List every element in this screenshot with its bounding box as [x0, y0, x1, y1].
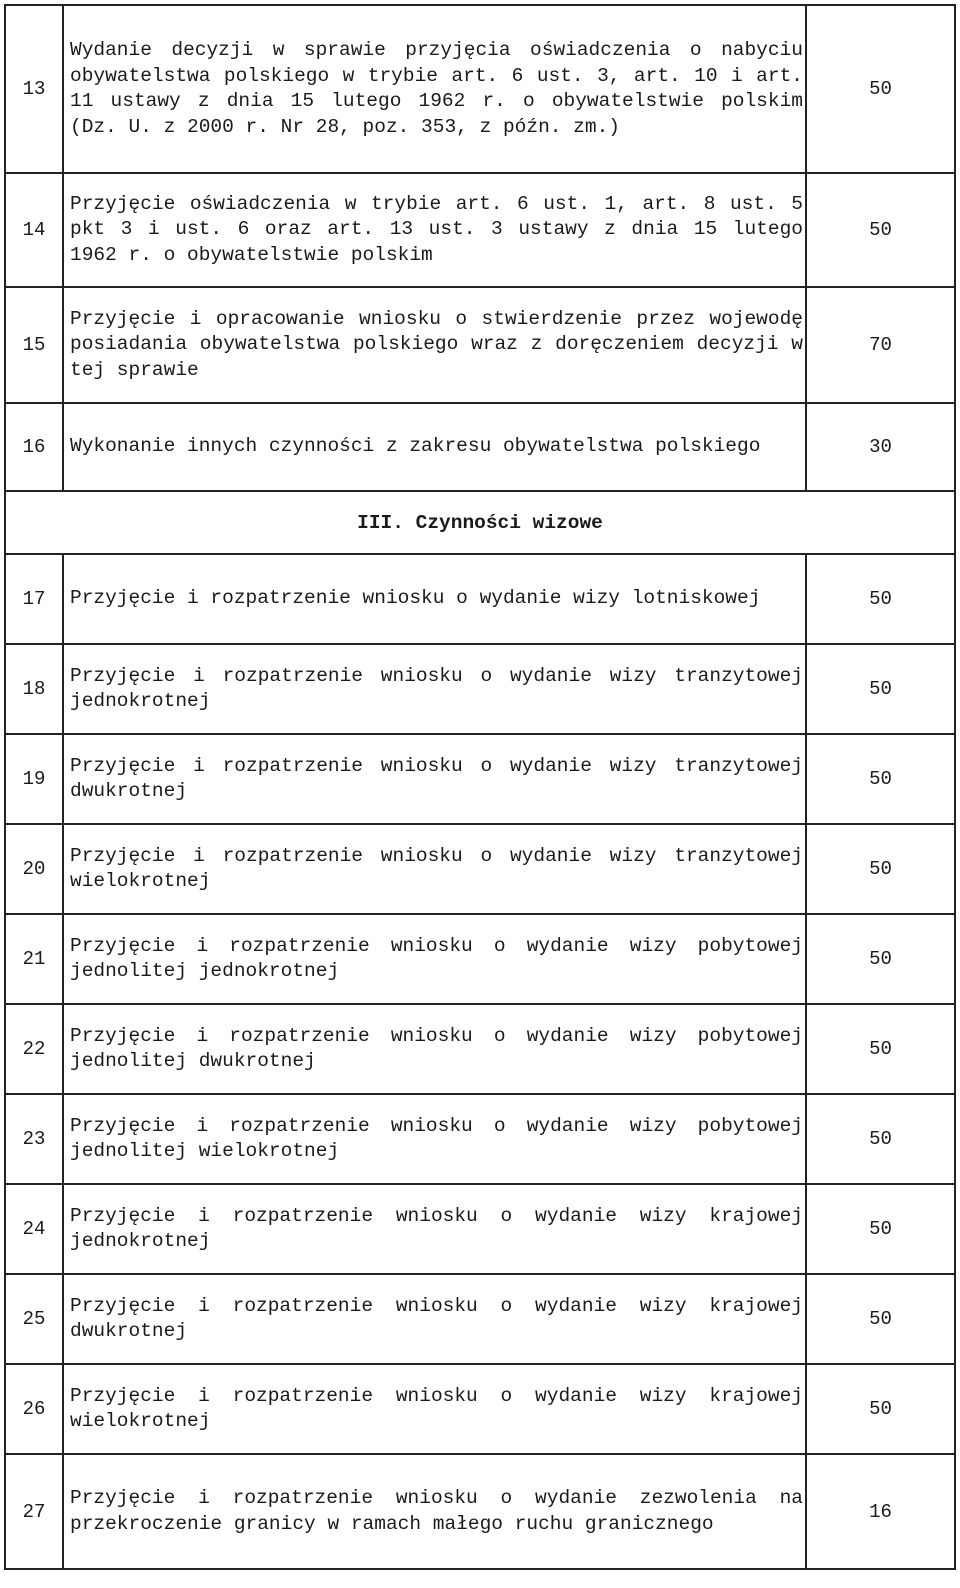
row-number: 17: [5, 554, 63, 644]
row-fee: 50: [806, 914, 955, 1004]
row-description: Przyjęcie i rozpatrzenie wniosku o wydanie wizy pobytowej jednolitej dwukrotnej: [63, 1004, 806, 1094]
row-description: Przyjęcie i rozpatrzenie wniosku o wydanie wizy krajowej dwukrotnej: [63, 1274, 806, 1364]
row-number: 15: [5, 287, 63, 403]
row-fee: 50: [806, 734, 955, 824]
row-number: 23: [5, 1094, 63, 1184]
row-number: 16: [5, 403, 63, 491]
row-number: 21: [5, 914, 63, 1004]
table-row: [5, 1454, 955, 1569]
table-row: [5, 824, 955, 914]
section-heading: III. Czynności wizowe: [5, 491, 955, 554]
row-description: Przyjęcie i rozpatrzenie wniosku o wydanie wizy tranzytowej wielokrotnej: [63, 824, 806, 914]
row-number: 24: [5, 1184, 63, 1274]
row-fee: 50: [806, 554, 955, 644]
row-number: 14: [5, 173, 63, 287]
row-fee: 50: [806, 1364, 955, 1454]
row-fee: 50: [806, 644, 955, 734]
table-row: [5, 403, 955, 491]
section-header-row: [5, 491, 955, 554]
table-row: [5, 554, 955, 644]
row-number: 18: [5, 644, 63, 734]
row-description: Przyjęcie i opracowanie wniosku o stwierdzenie przez wojewodę posiadania obywatelstwa polskiego wraz z doręczeniem decyzji w tej sprawie: [63, 287, 806, 403]
table-row: [5, 287, 955, 403]
table-row: [5, 5, 955, 173]
row-description: Przyjęcie i rozpatrzenie wniosku o wydanie wizy lotniskowej: [63, 554, 806, 644]
row-number: 13: [5, 5, 63, 173]
fee-table: [4, 4, 956, 1570]
table-row: [5, 644, 955, 734]
row-description: Przyjęcie i rozpatrzenie wniosku o wydanie wizy krajowej wielokrotnej: [63, 1364, 806, 1454]
row-number: 22: [5, 1004, 63, 1094]
row-number: 26: [5, 1364, 63, 1454]
row-number: 25: [5, 1274, 63, 1364]
row-fee: 30: [806, 403, 955, 491]
row-description: Przyjęcie i rozpatrzenie wniosku o wydanie wizy krajowej jednokrotnej: [63, 1184, 806, 1274]
table-row: [5, 1004, 955, 1094]
row-number: 20: [5, 824, 63, 914]
table-row: [5, 734, 955, 824]
row-fee: 50: [806, 1094, 955, 1184]
table-row: [5, 1184, 955, 1274]
table-row: [5, 1094, 955, 1184]
row-description: Wykonanie innych czynności z zakresu obywatelstwa polskiego: [63, 403, 806, 491]
row-fee: 50: [806, 5, 955, 173]
row-fee: 50: [806, 1184, 955, 1274]
row-description: Przyjęcie i rozpatrzenie wniosku o wydanie wizy pobytowej jednolitej wielokrotnej: [63, 1094, 806, 1184]
row-description: Przyjęcie i rozpatrzenie wniosku o wydanie wizy tranzytowej dwukrotnej: [63, 734, 806, 824]
row-fee: 50: [806, 173, 955, 287]
table-row: [5, 914, 955, 1004]
row-fee: 50: [806, 1004, 955, 1094]
row-description: Przyjęcie i rozpatrzenie wniosku o wydanie wizy tranzytowej jednokrotnej: [63, 644, 806, 734]
table-row: [5, 173, 955, 287]
row-description: Przyjęcie i rozpatrzenie wniosku o wydanie zezwolenia na przekroczenie granicy w ramach małego ruchu granicznego: [63, 1454, 806, 1569]
row-number: 27: [5, 1454, 63, 1569]
row-description: Przyjęcie i rozpatrzenie wniosku o wydanie wizy pobytowej jednolitej jednokrotnej: [63, 914, 806, 1004]
row-fee: 70: [806, 287, 955, 403]
row-fee: 16: [806, 1454, 955, 1569]
row-fee: 50: [806, 1274, 955, 1364]
row-fee: 50: [806, 824, 955, 914]
row-description: Przyjęcie oświadczenia w trybie art. 6 ust. 1, art. 8 ust. 5 pkt 3 i ust. 6 oraz art. 13 ust. 3 ustawy z dnia 15 lutego 1962 r. o obywatelstwie polskim: [63, 173, 806, 287]
row-number: 19: [5, 734, 63, 824]
table-row: [5, 1274, 955, 1364]
row-description: Wydanie decyzji w sprawie przyjęcia oświadczenia o nabyciu obywatelstwa polskiego w trybie art. 6 ust. 3, art. 10 i art. 11 ustawy z dnia 15 lutego 1962 r. o obywatelstwie polskim (Dz. U. z 2000 r. Nr 28, poz. 353, z późn. zm.): [63, 5, 806, 173]
table-row: [5, 1364, 955, 1454]
